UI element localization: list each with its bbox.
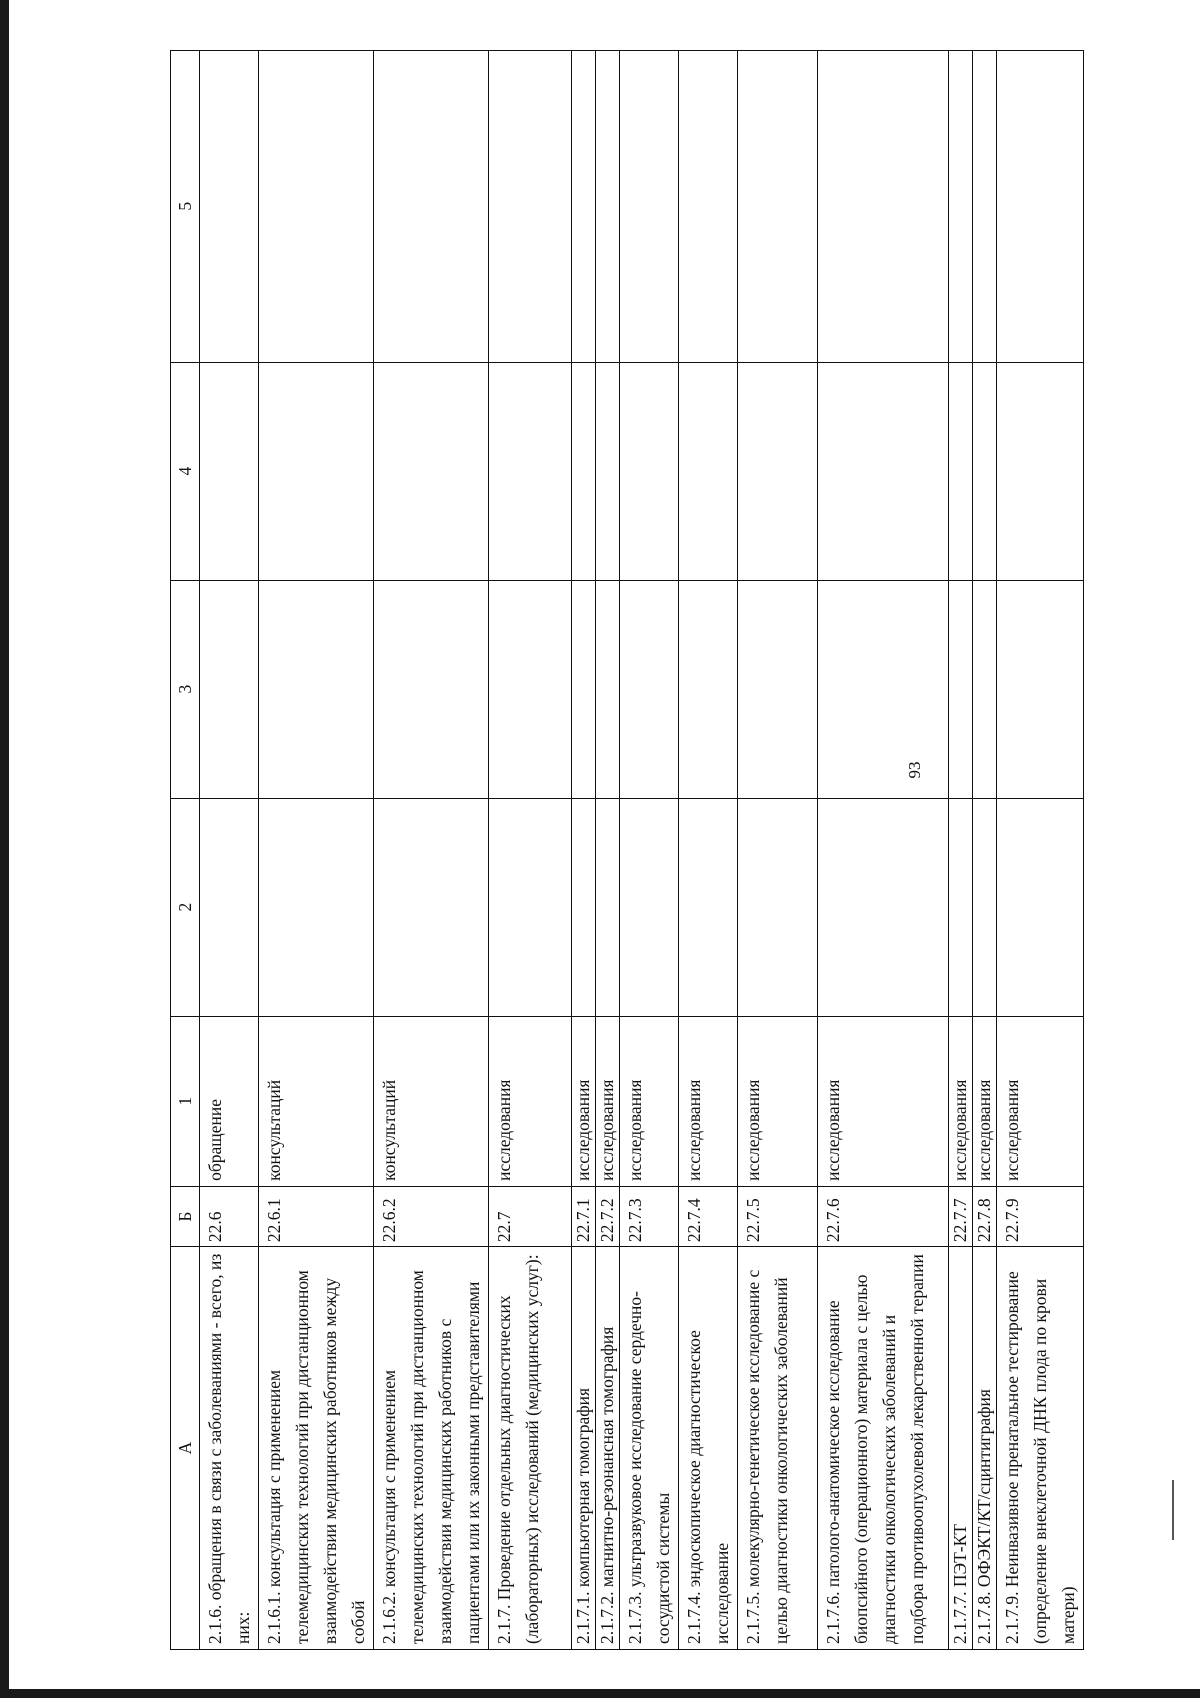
row-unit: консультаций: [259, 1016, 374, 1186]
row-unit: консультаций: [374, 1016, 489, 1186]
row-code: 22.7.4: [679, 1186, 738, 1246]
row-description: 2.1.6.1. консультация с применением телемедицинских технологий при дистанционном взаимодействии медицинских работников между собой: [259, 1247, 374, 1650]
row-value-4: [489, 362, 572, 580]
row-unit: исследования: [596, 1016, 620, 1186]
row-value-3: [572, 580, 596, 798]
statistics-table: [170, 50, 1084, 1650]
row-code: 22.6.2: [374, 1186, 489, 1246]
table-header-row: [171, 51, 200, 1650]
row-value-2: [818, 798, 949, 1016]
row-description: 2.1.7.1. компьютерная томография: [572, 1247, 596, 1650]
row-value-2: [738, 798, 818, 1016]
table-row: [973, 51, 997, 1650]
row-value-5: [596, 51, 620, 363]
scan-edge-bottom: [0, 1689, 1200, 1698]
row-value-3: [997, 580, 1084, 798]
row-description: 2.1.7.8. ОФЭКТ/КТ/сцинтиграфия: [973, 1247, 997, 1650]
header-col-2: 2: [171, 798, 200, 1016]
row-value-4: [620, 362, 679, 580]
row-value-3: [973, 580, 997, 798]
table-row: [259, 51, 374, 1650]
row-value-2: [374, 798, 489, 1016]
row-code: 22.7.6: [818, 1186, 949, 1246]
row-value-3: [200, 580, 259, 798]
row-code: 22.7.9: [997, 1186, 1084, 1246]
table-row: [596, 51, 620, 1650]
row-value-2: [259, 798, 374, 1016]
row-description: 2.1.7.3. ультразвуковое исследование сердечно-сосудистой системы: [620, 1247, 679, 1650]
row-description: 2.1.7.2. магнитно-резонансная томография: [596, 1247, 620, 1650]
page-number: 93: [905, 761, 924, 779]
table-row: [620, 51, 679, 1650]
row-value-4: [949, 362, 973, 580]
row-value-3: [489, 580, 572, 798]
row-code: 22.7: [489, 1186, 572, 1246]
row-code: 22.6.1: [259, 1186, 374, 1246]
table-row: [679, 51, 738, 1650]
table-row: [489, 51, 572, 1650]
row-unit: исследования: [679, 1016, 738, 1186]
row-value-5: [818, 51, 949, 363]
row-value-2: [200, 798, 259, 1016]
row-description: 2.1.7.6. патолого-анатомическое исследование биопсийного (операционного) материала с целью диагностики онкологических заболеваний и подбора противоопухолевой лекарственной терапии: [818, 1247, 949, 1650]
header-col-3: 3: [171, 580, 200, 798]
row-value-2: [973, 798, 997, 1016]
row-value-4: [738, 362, 818, 580]
row-description: 2.1.7. Проведение отдельных диагностических (лабораторных) исследований (медицинских услуг):: [489, 1247, 572, 1650]
row-unit: исследования: [973, 1016, 997, 1186]
row-value-5: [997, 51, 1084, 363]
row-value-5: [973, 51, 997, 363]
row-value-3: [596, 580, 620, 798]
row-value-5: [738, 51, 818, 363]
row-value-2: [489, 798, 572, 1016]
row-value-5: [572, 51, 596, 363]
row-value-3: [259, 580, 374, 798]
row-description: 2.1.7.9. Неинвазивное пренатальное тестирование (определение внеклеточной ДНК плода по крови матери): [997, 1247, 1084, 1650]
table-row: [997, 51, 1084, 1650]
row-value-4: [679, 362, 738, 580]
row-description: 2.1.7.7. ПЭТ-КТ: [949, 1247, 973, 1650]
header-col-5: 5: [171, 51, 200, 363]
row-description: 2.1.6.2. консультация с применением телемедицинских технологий при дистанционном взаимодействии медицинских работников с пациентами или их законными представителями: [374, 1247, 489, 1650]
table-row: [949, 51, 973, 1650]
row-value-5: [259, 51, 374, 363]
row-value-5: [200, 51, 259, 363]
row-code: 22.7.8: [973, 1186, 997, 1246]
row-value-3: [818, 580, 949, 798]
row-description: 2.1.6. обращения в связи с заболеваниями - всего, из них:: [200, 1247, 259, 1650]
row-value-4: [818, 362, 949, 580]
row-value-4: [973, 362, 997, 580]
row-value-2: [949, 798, 973, 1016]
row-description: 2.1.7.4. эндоскопическое диагностическое исследование: [679, 1247, 738, 1650]
row-unit: исследования: [489, 1016, 572, 1186]
row-unit: исследования: [572, 1016, 596, 1186]
header-col-b: Б: [171, 1186, 200, 1246]
row-value-4: [997, 362, 1084, 580]
row-code: 22.7.1: [572, 1186, 596, 1246]
row-value-2: [572, 798, 596, 1016]
table-row: [374, 51, 489, 1650]
row-value-5: [620, 51, 679, 363]
row-code: 22.7.2: [596, 1186, 620, 1246]
row-value-5: [949, 51, 973, 363]
row-value-3: [620, 580, 679, 798]
header-col-4: 4: [171, 362, 200, 580]
scan-edge-left: [0, 0, 9, 1698]
row-value-5: [489, 51, 572, 363]
row-value-4: [596, 362, 620, 580]
row-description: 2.1.7.5. молекулярно-генетическое исследование с целью диагностики онкологических заболеваний: [738, 1247, 818, 1650]
row-code: 22.7.5: [738, 1186, 818, 1246]
row-unit: обращение: [200, 1016, 259, 1186]
row-unit: исследования: [738, 1016, 818, 1186]
header-col-a: А: [171, 1247, 200, 1650]
row-value-3: [374, 580, 489, 798]
row-value-2: [997, 798, 1084, 1016]
table-row: [200, 51, 259, 1650]
row-value-2: [596, 798, 620, 1016]
row-unit: исследования: [620, 1016, 679, 1186]
row-unit: исследования: [818, 1016, 949, 1186]
rotated-page-content: [170, 50, 1200, 1650]
row-code: 22.7.7: [949, 1186, 973, 1246]
header-col-1: 1: [171, 1016, 200, 1186]
table-row: [572, 51, 596, 1650]
row-value-5: [374, 51, 489, 363]
row-code: 22.6: [200, 1186, 259, 1246]
row-value-4: [374, 362, 489, 580]
row-value-4: [572, 362, 596, 580]
row-unit: исследования: [997, 1016, 1084, 1186]
table-row: [738, 51, 818, 1650]
row-value-4: [259, 362, 374, 580]
row-value-4: [200, 362, 259, 580]
row-value-3: [738, 580, 818, 798]
row-value-5: [679, 51, 738, 363]
row-value-3: [679, 580, 738, 798]
row-value-2: [679, 798, 738, 1016]
row-value-3: [949, 580, 973, 798]
row-unit: исследования: [949, 1016, 973, 1186]
row-value-2: [620, 798, 679, 1016]
table-row: [818, 51, 949, 1650]
row-code: 22.7.3: [620, 1186, 679, 1246]
